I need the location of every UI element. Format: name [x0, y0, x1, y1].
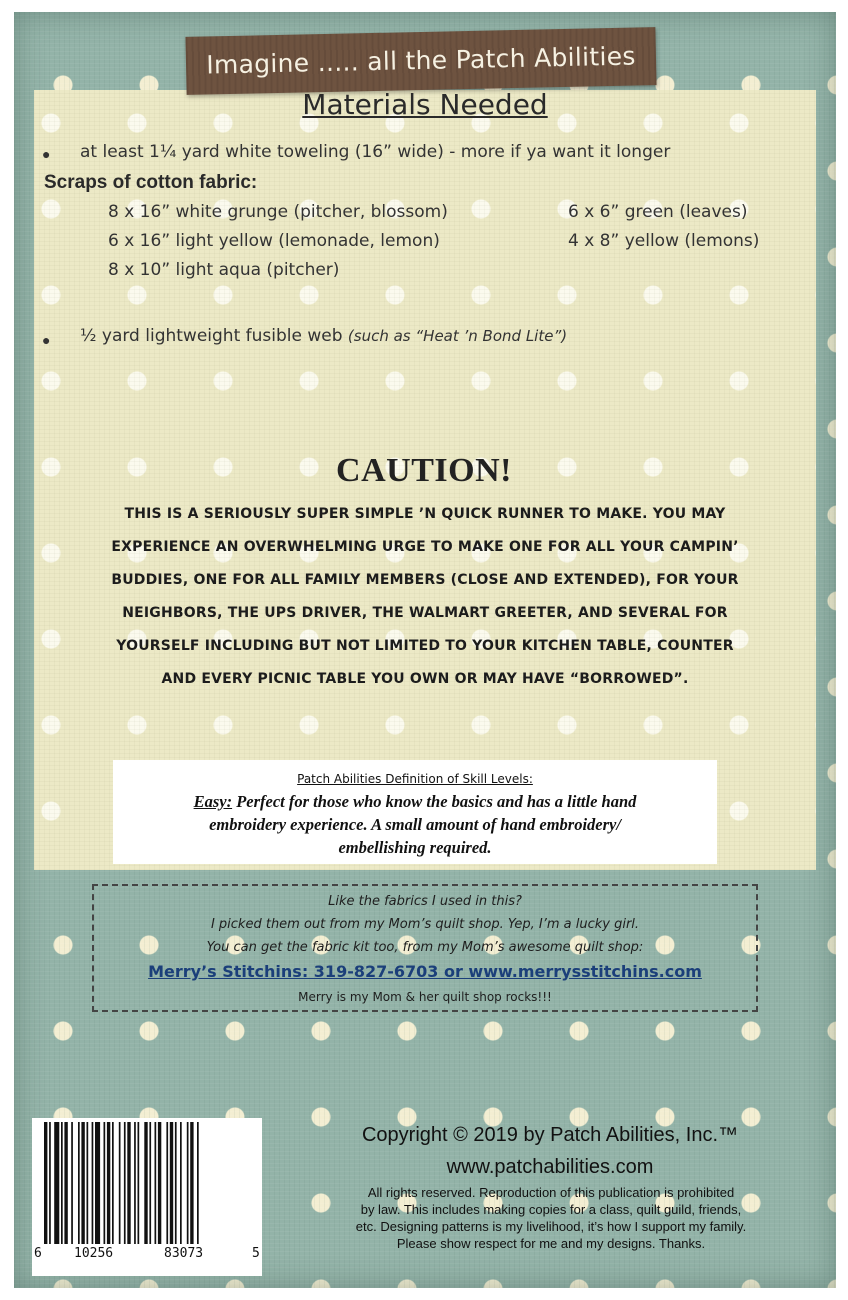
scraps-heading: Scraps of cotton fabric: [44, 172, 258, 193]
barcode-bar [170, 1122, 173, 1244]
promo-line: Merry is my Mom & her quilt shop rocks!!! [298, 990, 552, 1004]
shop-link[interactable]: Merry’s Stitchins: 319-827-6703 or www.merrysstitchins.com [148, 962, 702, 981]
caution-title: CAUTION! [336, 452, 512, 489]
barcode-bar [49, 1122, 51, 1244]
caution-line: BUDDIES, ONE FOR ALL FAMILY MEMBERS (CLOSE AND EXTENDED), FOR YOUR [111, 572, 739, 588]
barcode-digits-group1: 10256 [74, 1246, 114, 1261]
caution-text [70, 498, 780, 696]
promo-line: You can get the fabric kit too, from my Mom’s awesome quilt shop: [206, 940, 644, 955]
skill-line: embellishing required. [338, 838, 492, 857]
barcode-bar [78, 1122, 80, 1244]
barcode-bar [44, 1122, 47, 1244]
barcode-bar [134, 1122, 136, 1244]
promo-line: I picked them out from my Mom’s quilt shop. Yep, I’m a lucky girl. [210, 917, 640, 932]
barcode-bar [54, 1122, 59, 1244]
barcode-digit-right: 5 [252, 1246, 260, 1261]
barcode-digit-left: 6 [34, 1246, 42, 1261]
promo-line: Like the fabrics I used in this? [328, 894, 522, 909]
toweling-item: at least 1¼ yard white toweling (16” wide) - more if ya want it longer [80, 142, 671, 162]
barcode-bar [61, 1122, 63, 1244]
skill-level: Easy: [193, 792, 233, 811]
barcode-bar [166, 1122, 168, 1244]
caution-line: AND EVERY PICNIC TABLE YOU OWN OR MAY HAVE “BORROWED”. [161, 671, 689, 687]
barcode-bar [104, 1122, 106, 1244]
bullet-icon: ● [42, 146, 51, 162]
caution-line: NEIGHBORS, THE UPS DRIVER, THE WALMART GREETER, AND SEVERAL FOR [122, 605, 728, 621]
copyright-line: Copyright © 2019 by Patch Abilities, Inc.™ [361, 1124, 739, 1146]
scrap-item: 6 x 16” light yellow (lemonade, lemon) [108, 231, 440, 251]
caution-line: YOURSELF INCLUDING BUT NOT LIMITED TO YOUR KITCHEN TABLE, COUNTER [116, 638, 734, 654]
barcode-bar [124, 1122, 126, 1244]
bullet-icon: ● [42, 332, 51, 348]
barcode-bar [64, 1122, 67, 1244]
rights-line: All rights reserved. Reproduction of this publication is prohibited [367, 1185, 735, 1200]
barcode-bar [112, 1122, 114, 1244]
materials-title: Materials Needed [302, 88, 548, 121]
banner-text: Imagine ..... all the Patch Abilities [205, 41, 637, 80]
barcode-bar [155, 1122, 157, 1244]
barcode [32, 1118, 262, 1276]
rights-notice [282, 1184, 820, 1252]
barcode-bar [119, 1122, 121, 1244]
skill-line: Perfect for those who know the basics and has a little hand [232, 792, 637, 811]
rights-line: etc. Designing patterns is my livelihood, it’s how I support my family. [355, 1219, 747, 1234]
barcode-bar [107, 1122, 110, 1244]
scrap-item: 8 x 10” light aqua (pitcher) [108, 260, 340, 280]
title-banner [185, 27, 656, 95]
barcode-bar [190, 1122, 193, 1244]
barcode-bar [87, 1122, 89, 1244]
scrap-item: 4 x 8” yellow (lemons) [568, 231, 760, 251]
rights-line: by law. This includes making copies for a class, quilt guild, friends, [360, 1202, 742, 1217]
skill-level-box [113, 760, 717, 864]
barcode-bar [149, 1122, 151, 1244]
fusible-item [80, 326, 567, 346]
barcode-bar [180, 1122, 182, 1244]
skill-line: embroidery experience. A small amount of hand embroidery/ [209, 815, 621, 834]
fabric-promo-box [92, 884, 758, 1012]
barcode-bar [187, 1122, 189, 1244]
barcode-bar [95, 1122, 100, 1244]
barcode-bar [197, 1122, 199, 1244]
skill-description [123, 790, 707, 859]
barcode-digits-group2: 83073 [164, 1246, 204, 1261]
barcode-bar [138, 1122, 140, 1244]
barcode-bars [44, 1122, 250, 1244]
barcode-bar [175, 1122, 177, 1244]
skill-heading: Patch Abilities Definition of Skill Levels: [297, 772, 533, 786]
barcode-bar [81, 1122, 84, 1244]
fusible-note: (such as “Heat ’n Bond Lite”) [347, 327, 568, 345]
barcode-bar [71, 1122, 73, 1244]
caution-line: THIS IS A SERIOUSLY SUPER SIMPLE ’N QUICK RUNNER TO MAKE. YOU MAY [124, 506, 726, 522]
fusible-text: ½ yard lightweight fusible web [80, 326, 343, 346]
barcode-bar [92, 1122, 94, 1244]
website: www.patchabilities.com [446, 1156, 654, 1178]
caution-line: EXPERIENCE AN OVERWHELMING URGE TO MAKE ONE FOR ALL YOUR CAMPIN’ [111, 539, 739, 555]
scrap-item: 6 x 6” green (leaves) [568, 202, 748, 222]
barcode-bar [127, 1122, 130, 1244]
scrap-item: 8 x 16” white grunge (pitcher, blossom) [108, 202, 448, 222]
barcode-bar [144, 1122, 147, 1244]
rights-line: Please show respect for me and my designs. Thanks. [396, 1236, 706, 1251]
barcode-bar [158, 1122, 161, 1244]
